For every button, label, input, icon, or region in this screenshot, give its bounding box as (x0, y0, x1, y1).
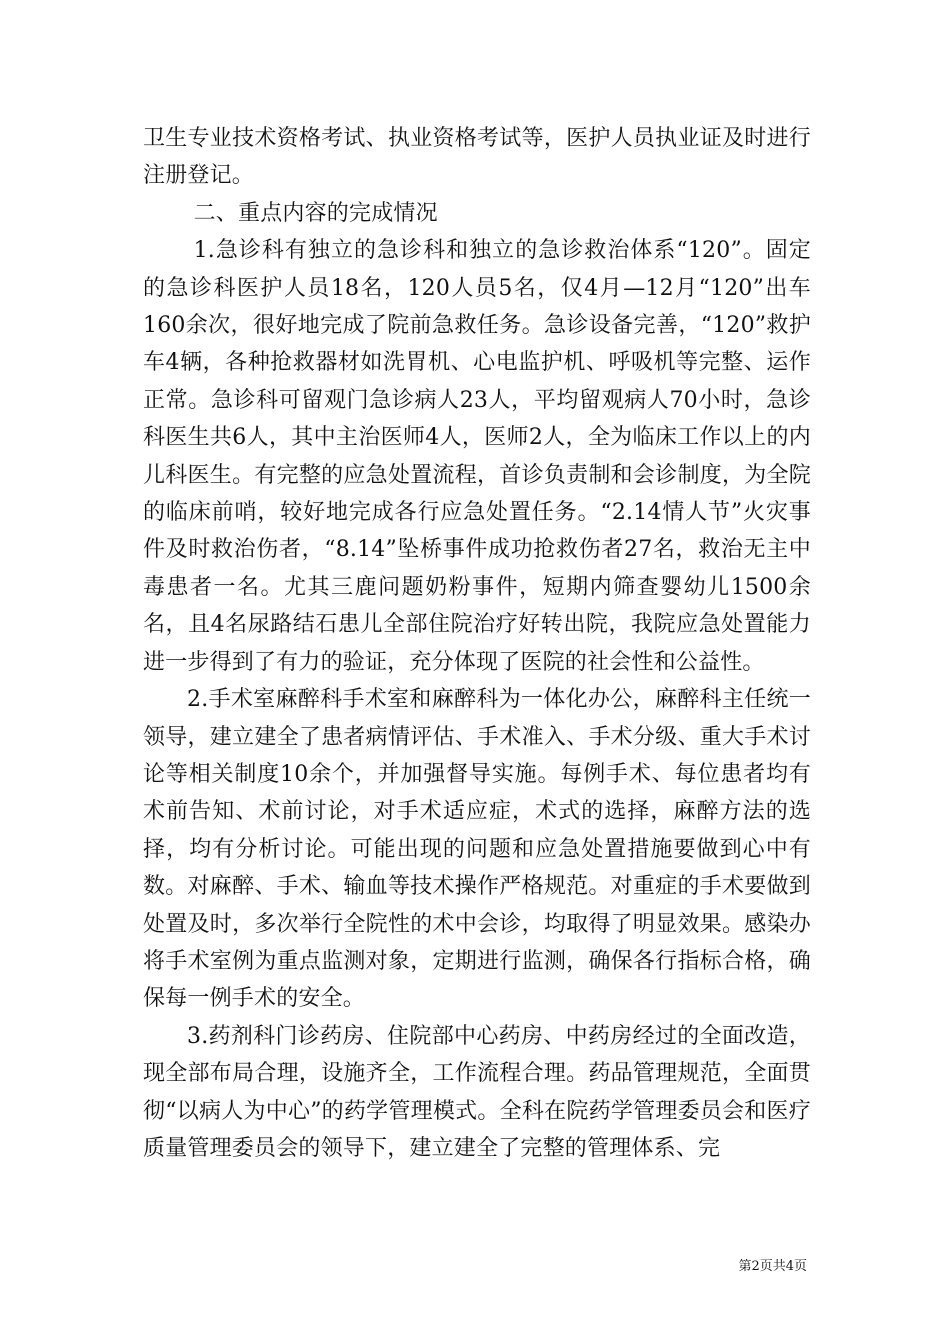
document-body (143, 120, 811, 1167)
paragraph-operating-room: 2.手术室麻醉科手术室和麻醉科为一体化办公，麻醉科主任统一领导，建立建全了患者病情评估、手术准入、手术分级、重大手术讨论等相关制度10余个，并加强督导实施。每例手术、每位患者均有术前告知、术前讨论，对手术适应症，术式的选择，麻醉方法的选择，均有分析讨论。可能出现的问题和应急处置措施要做到心中有数。对麻醉、手术、输血等技术操作严格规范。对重症的手术要做到处置及时，多次举行全院性的术中会诊，均取得了明显效果。感染办将手术室例为重点监测对象，定期进行监测，确保各行指标合格，确保每一例手术的安全。 (143, 687, 811, 1012)
paragraph-pharmacy: 3.药剂科门诊药房、住院部中心药房、中药房经过的全面改造，现全部布局合理，设施齐全，工作流程合理。药品管理规范，全面贯彻“以病人为中心”的药学管理模式。全科在院药学管理委员会和医疗质量管理委员会的领导下，建立建全了完整的管理体系、完 (143, 1023, 811, 1161)
paragraph-emergency-department: 1.急诊科有独立的急诊科和独立的急诊救治体系“120”。固定的急诊科医护人员18名，120人员5名，仅4月—12月“120”出车160余次，很好地完成了院前急救任务。急诊设备完善，“120”救护车4辆，各种抢救器材如洗胃机、心电监护机、呼吸机等完整、运作正常。急诊科可留观门急诊病人23人，平均留观病人70小时，急诊科医生共6人，其中主治医师4人，医师2人，全为临床工作以上的内儿科医生。有完整的应急处置流程，首诊负责制和会诊制度，为全院的临床前哨，较好地完成各行应急处置任务。“2.14情人节”火灾事件及时救治伤者，“8.14”坠桥事件成功抢救伤者27名，救治无主中毒患者一名。尤其三鹿问题奶粉事件，短期内筛查婴幼儿1500余名，且4名尿路结石患儿全部住院治疗好转出院，我院应急处置能力进一步得到了有力的验证，充分体现了医院的社会性和公益性。 (143, 238, 811, 675)
page-number-footer: 第2页共4页 (738, 1259, 807, 1274)
section-heading: 二、重点内容的完成情况 (193, 200, 438, 226)
paragraph-continuation: 卫生专业技术资格考试、执业资格考试等，医护人员执业证及时进行注册登记。 (143, 126, 811, 189)
